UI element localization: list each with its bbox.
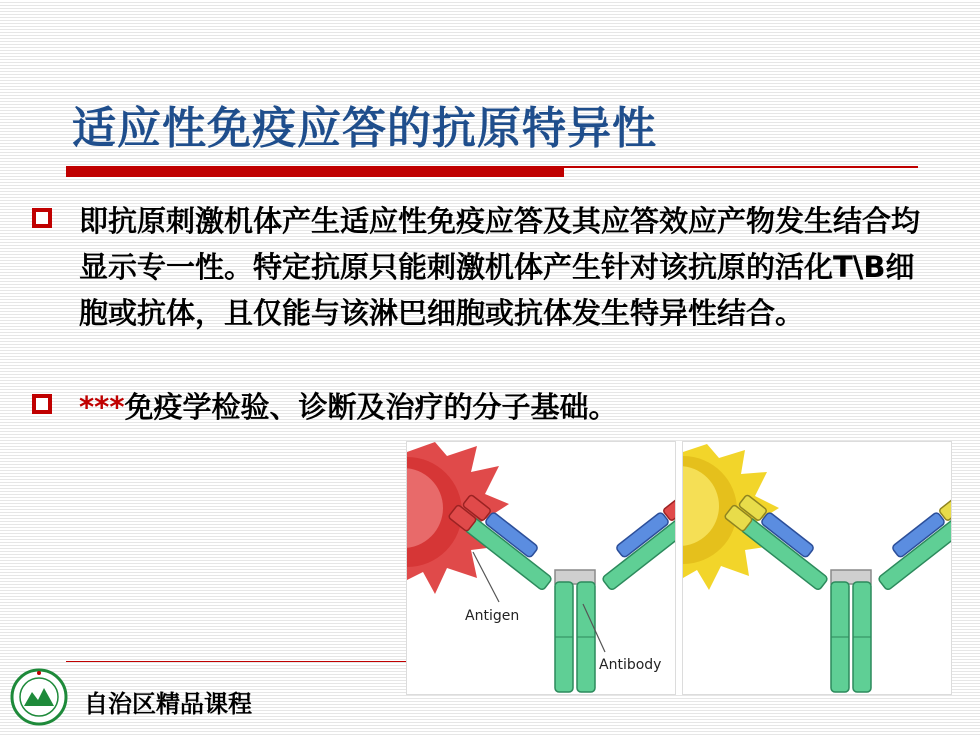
- slide-title: 适应性免疫应答的抗原特异性: [72, 103, 657, 154]
- antibody-red-illustration: [407, 442, 675, 694]
- footer-divider: [66, 661, 406, 662]
- bullet-item-2: [32, 384, 792, 430]
- square-bullet-icon: [32, 208, 52, 228]
- university-seal-icon: [10, 668, 68, 726]
- bullet-item-1: [32, 198, 942, 336]
- antigen-yellow-panel: [682, 441, 952, 695]
- bullet-text-1: 即抗原刺激机体产生适应性免疫应答及其应答效应产物发生结合均显示专一性。特定抗原只能刺激机体产生针对该抗原的活化T\B细胞或抗体，且仅能与该淋巴细胞或抗体发生特异性结合。: [79, 204, 921, 330]
- bullet-text-2: 免疫学检验、诊断及治疗的分子基础。: [124, 390, 618, 424]
- square-bullet-icon: [32, 394, 52, 414]
- antibody-antigen-figure: [406, 441, 952, 695]
- antigen-label: Antigen: [465, 608, 520, 624]
- footer-course-label: 自治区精品课程: [84, 690, 252, 718]
- antigen-red-panel: [406, 441, 676, 695]
- antibody-label: Antibody: [599, 657, 662, 673]
- emphasis-stars: ***: [79, 390, 125, 424]
- antibody-yellow-illustration: [683, 442, 951, 694]
- title-underline-accent: [66, 168, 564, 177]
